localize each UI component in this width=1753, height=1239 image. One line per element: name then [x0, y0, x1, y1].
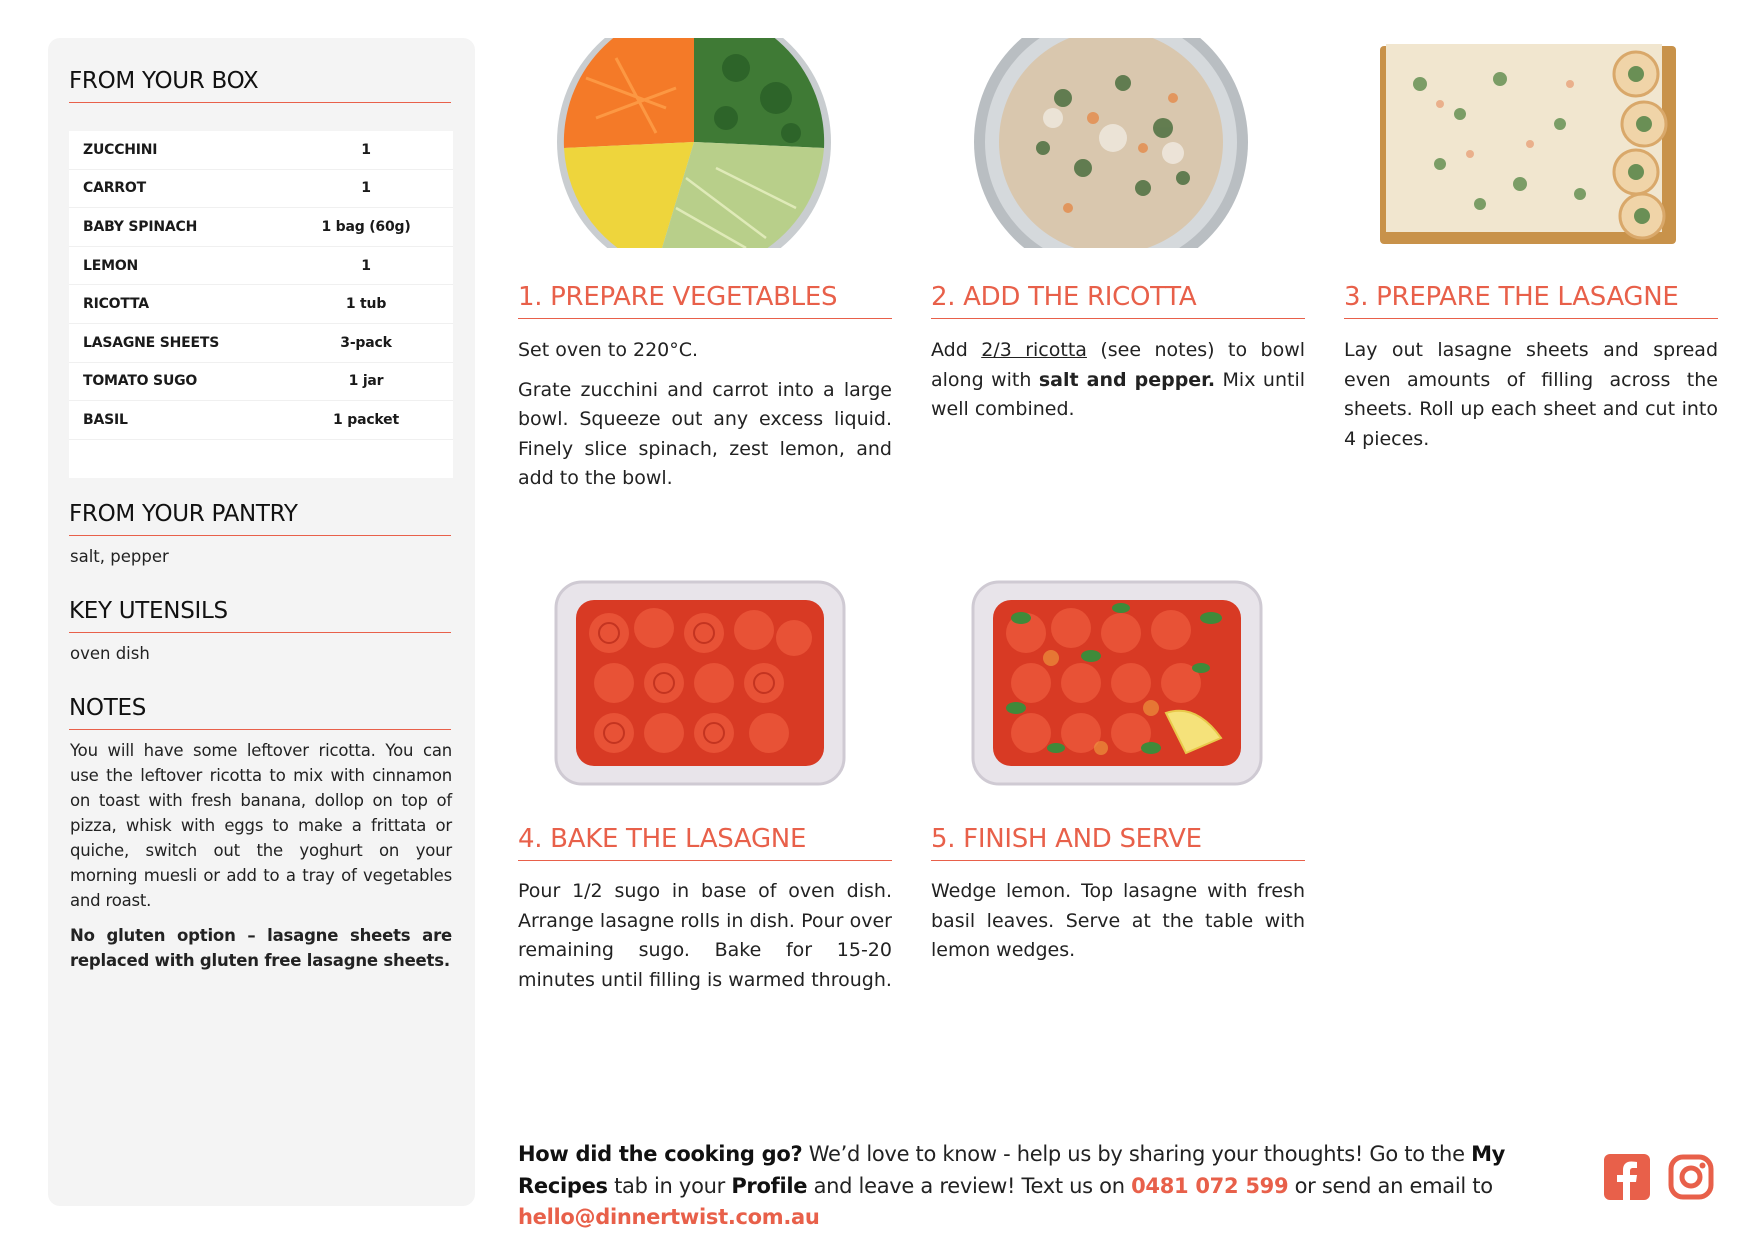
- step-5: [931, 578, 1305, 1018]
- lasagne-sheets-image: [1380, 44, 1676, 246]
- step-3: [1344, 38, 1718, 478]
- ingredient-name: BASIL: [83, 411, 128, 428]
- ingredient-name: CARROT: [83, 180, 146, 197]
- table-row: [69, 131, 453, 170]
- sidebar-panel: [48, 38, 475, 1206]
- step-4: [518, 578, 892, 1018]
- step-4-title: 4. BAKE THE LASAGNE: [518, 824, 892, 861]
- ingredient-qty: 1 jar: [348, 373, 384, 390]
- step-3-body: [1344, 336, 1718, 464]
- ingredient-name: RICOTTA: [83, 296, 149, 313]
- feedback-footer: [518, 1139, 1578, 1234]
- my-recipes-link[interactable]: My Recipes: [518, 1142, 1506, 1198]
- box-heading: FROM YOUR BOX: [69, 68, 451, 103]
- bowl-vegetables-image: [556, 38, 832, 248]
- step-1-text-2: Grate zucchini and carrot into a large bowl. Squeeze out any excess liquid. Finely slice spinach, zest lemon, and add to the bowl.: [518, 378, 892, 489]
- profile-link[interactable]: Profile: [731, 1173, 808, 1198]
- footer-text-4: or send an email to: [1288, 1173, 1493, 1198]
- footer-text-2: tab in your: [607, 1173, 732, 1198]
- baked-lasagne-image: [554, 578, 846, 788]
- ingredient-qty: 1: [361, 257, 371, 274]
- step-4-text: Pour 1/2 sugo in base of oven dish. Arrange lasagne rolls in dish. Pour over remaining sugo. Bake for 15-20 minutes until filling is warmed through.: [518, 880, 892, 991]
- step-1-text: Set oven to 220°C.: [518, 339, 699, 361]
- ingredient-name: LASAGNE SHEETS: [83, 334, 220, 351]
- step-1: [518, 38, 892, 489]
- step-3-title: 3. PREPARE THE LASAGNE: [1344, 282, 1718, 319]
- ingredient-qty: 3-pack: [340, 334, 392, 351]
- ingredients-table: [69, 131, 453, 478]
- phone-link[interactable]: 0481 072 599: [1131, 1173, 1289, 1198]
- step-2-body: [931, 336, 1305, 435]
- notes-heading: NOTES: [69, 695, 451, 730]
- table-row: [69, 324, 453, 363]
- pantry-text: salt, pepper: [70, 547, 169, 566]
- ingredient-qty: 1: [361, 180, 371, 197]
- step-2-title: 2. ADD THE RICOTTA: [931, 282, 1305, 319]
- ingredient-name: BABY SPINACH: [83, 218, 198, 235]
- notes-text: You will have some leftover ricotta. You can use the leftover ricotta to mix with cinnamon on toast with fresh banana, dollop on top of pizza, whisk with eggs to make a frittata or quiche, switch out the yoghurt on your morning muesli or add to a tray of vegetables and roast.: [70, 741, 452, 910]
- table-row: [69, 401, 453, 440]
- step-2-text-pre: Add: [931, 339, 982, 361]
- notes-block: [70, 738, 452, 973]
- step-2-text: [931, 336, 1305, 425]
- step-4-body: [518, 877, 892, 1005]
- footer-text-1: We’d love to know - help us by sharing your thoughts! Go to the: [802, 1142, 1472, 1166]
- pantry-heading: FROM YOUR PANTRY: [69, 501, 451, 536]
- bowl-ricotta-image: [973, 38, 1249, 248]
- notes-gluten-free: No gluten option – lasagne sheets are replaced with gluten free lasagne sheets.: [70, 926, 452, 970]
- instagram-icon[interactable]: [1668, 1154, 1714, 1200]
- salt-pepper: salt and pepper.: [1038, 368, 1216, 391]
- step-3-text: Lay out lasagne sheets and spread even amounts of filling across the sheets. Roll up each sheet and cut into 4 pieces.: [1344, 339, 1718, 450]
- step-5-text: Wedge lemon. Top lasagne with fresh basil leaves. Serve at the table with lemon wedges.: [931, 880, 1305, 961]
- table-row: [69, 363, 453, 402]
- utensils-text: oven dish: [70, 644, 150, 663]
- facebook-icon[interactable]: [1604, 1154, 1650, 1200]
- step-5-body: [931, 877, 1305, 976]
- ingredient-qty: 1 packet: [333, 411, 399, 428]
- step-2: [931, 38, 1305, 478]
- ingredient-name: LEMON: [83, 257, 139, 274]
- step-2-text-mid: (see notes) to bowl along with: [931, 339, 1306, 391]
- footer-question: How did the cooking go?: [518, 1142, 803, 1166]
- email-link[interactable]: hello@dinnertwist.com.au: [518, 1205, 820, 1229]
- step-5-title: 5. FINISH AND SERVE: [931, 824, 1305, 861]
- ricotta-amount: 2/3 ricotta: [981, 339, 1087, 361]
- step-1-body: [518, 336, 892, 504]
- footer-text-3: and leave a review! Text us on: [807, 1173, 1132, 1198]
- table-row: [69, 208, 453, 247]
- table-row: [69, 170, 453, 209]
- ingredient-name: TOMATO SUGO: [83, 373, 198, 390]
- step-2-text-post: Mix until well combined.: [931, 368, 1305, 420]
- table-row: [69, 247, 453, 286]
- finished-lasagne-image: [971, 578, 1263, 788]
- utensils-heading: KEY UTENSILS: [69, 598, 451, 633]
- table-row: [69, 285, 453, 324]
- ingredient-qty: 1 tub: [345, 296, 387, 313]
- ingredient-qty: 1 bag (60g): [321, 218, 411, 235]
- ingredient-name: ZUCCHINI: [83, 141, 158, 158]
- step-1-title: 1. PREPARE VEGETABLES: [518, 282, 892, 319]
- ingredient-qty: 1: [361, 141, 371, 158]
